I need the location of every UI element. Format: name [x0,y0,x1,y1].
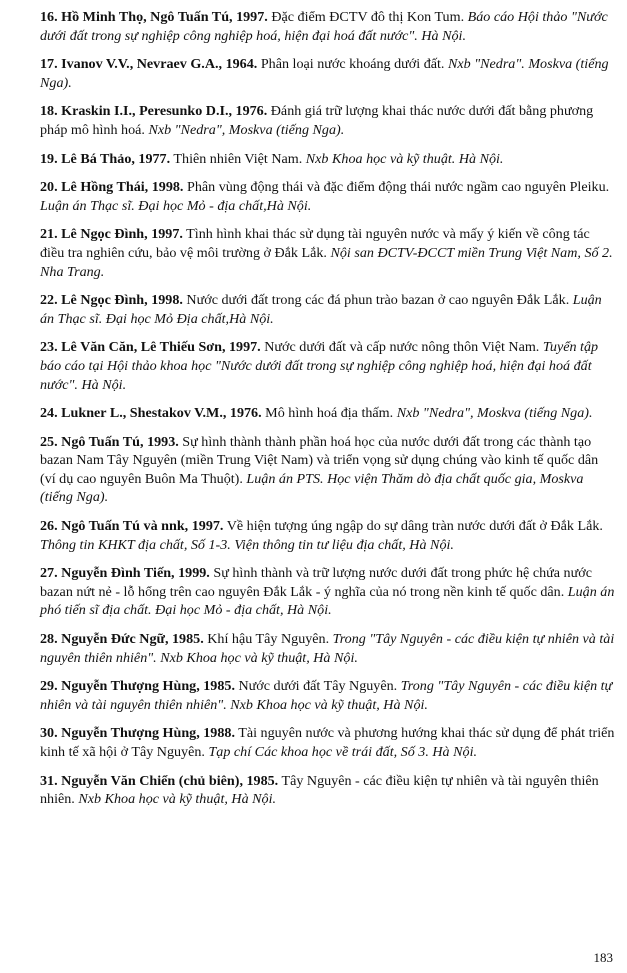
reference-source: Báo cáo Hội thảo "Nước dưới đất trong sự nghiệp công nghiệp hoá, hiện đại hoá đất nước". Hà Nội. [40,9,608,44]
reference-entry [40,338,617,394]
reference-title: Thiên nhiên Việt Nam. [170,150,306,167]
reference-source: Nxb "Nedra", Moskva (tiếng Nga). [148,121,345,138]
reference-source: Nxb Khoa học và kỹ thuật. Hà Nội. [305,150,504,167]
reference-entry [40,102,617,139]
reference-entry [40,772,617,809]
reference-entry [40,225,617,281]
reference-entry [40,8,617,45]
reference-entry [40,564,617,620]
reference-source: Trong "Tây Nguyên - các điều kiện tự nhiên và tài nguyên thiên nhiên". Nxb Khoa học và kỹ thuật, Hà Nội. [40,631,615,666]
reference-authors: 31. Nguyễn Văn Chiển (chủ biên), 1985. [40,772,279,789]
reference-entry [40,630,617,667]
reference-title: Tài nguyên nước và phương hướng khai thác sử dụng để phát triển kinh tế xã hội ở Tây Nguyên. [40,725,615,760]
reference-title: Đánh giá trữ lượng khai thác nước dưới đất bằng phương pháp mô hình hoá. [40,103,594,138]
reference-title: Phân loại nước khoáng dưới đất. [257,56,448,73]
reference-source: Nxb "Nedra". Moskva (tiếng Nga). [40,56,609,91]
reference-authors: 22. Lê Ngọc Đình, 1998. [40,292,183,309]
reference-authors: 16. Hồ Minh Thọ, Ngô Tuấn Tú, 1997. [40,9,268,25]
reference-title: Tây Nguyên - các điều kiện tự nhiên và tài nguyên thiên nhiên. [40,772,599,808]
reference-source: Nxb "Nedra", Moskva (tiếng Nga). [396,405,593,422]
reference-title: Mô hình hoá địa thấm. [261,405,397,422]
reference-authors: 18. Kraskin I.I., Peresunko D.I., 1976. [40,103,268,120]
reference-entry [40,517,617,554]
reference-entry [40,178,617,215]
reference-entry [40,55,617,92]
reference-title: Khí hậu Tây Nguyên. [203,631,333,648]
reference-title: Nước dưới đất Tây Nguyên. [234,678,401,695]
reference-title: Đặc điểm ĐCTV đô thị Kon Tum. [267,9,468,25]
reference-authors: 23. Lê Văn Căn, Lê Thiếu Sơn, 1997. [40,339,261,356]
reference-source: Thông tin KHKT địa chất, Số 1-3. Viện thông tin tư liệu địa chất, Hà Nội. [40,536,454,553]
reference-source: Luận án PTS. Học viện Thăm dò địa chất quốc gia, Moskva (tiếng Nga). [40,470,584,506]
reference-source: Tuyển tập báo cáo tại Hội thảo khoa học "Nước dưới đất trong sự nghiệp công nghiệp hoá, hiện đại hoá đất nước". Hà Nội. [40,339,599,393]
reference-authors: 26. Ngô Tuấn Tú và nnk, 1997. [40,518,224,535]
reference-title: Phân vùng động thái và đặc điểm động thái nước ngầm cao nguyên Pleiku. [183,179,610,196]
reference-authors: 17. Ivanov V.V., Nevraev G.A., 1964. [40,56,258,73]
reference-title: Tình hình khai thác sử dụng tài nguyên nước và mấy ý kiến về công tác điều tra nghiên cứu, bảo vệ môi trường ở Đắk Lắk. [40,226,590,261]
reference-title: Nước dưới đất trong các đá phun trào bazan ở cao nguyên Đắk Lắk. [182,292,573,309]
reference-authors: 27. Nguyễn Đình Tiến, 1999. [40,565,210,582]
reference-source: Trong "Tây Nguyên - các điều kiện tự nhiên và tài nguyên thiên nhiên". Nxb Khoa học và kỹ thuật, Hà Nội. [40,678,613,713]
reference-entry [40,677,617,714]
reference-entry [40,724,617,761]
reference-source: Luận án Thạc sĩ. Đại học Mỏ Địa chất,Hà Nội. [40,292,602,327]
reference-authors: 21. Lê Ngọc Đình, 1997. [40,226,183,243]
reference-authors: 24. Lukner L., Shestakov V.M., 1976. [40,405,262,422]
reference-entry [40,433,617,507]
reference-entry [40,150,617,169]
reference-authors: 28. Nguyễn Đức Ngữ, 1985. [40,631,204,648]
reference-entry [40,291,617,328]
reference-source: Tạp chí Các khoa học về trái đất, Số 3. Hà Nội. [208,744,478,760]
reference-authors: 25. Ngô Tuấn Tú, 1993. [40,433,179,450]
reference-authors: 20. Lê Hồng Thái, 1998. [40,179,184,196]
reference-source: Nội san ĐCTV-ĐCCT miền Trung Việt Nam, Số 2. Nha Trang. [40,244,613,280]
reference-authors: 30. Nguyễn Thượng Hùng, 1988. [40,725,235,742]
reference-source: Luận án phó tiến sĩ địa chất. Đại học Mỏ - địa chất, Hà Nội. [40,583,615,619]
reference-list [40,8,617,819]
reference-title: Nước dưới đất và cấp nước nông thôn Việt Nam. [260,339,543,356]
reference-title: Sự hình thành và trữ lượng nước dưới đất trong phức hệ chứa nước bazan nứt nẻ - lỗ hổng trên cao nguyên Đắk Lắk - ý nghĩa của nó trong nền kinh tế quốc dân. [40,565,592,600]
reference-title: Về hiện tượng úng ngập do sự dâng tràn nước dưới đất ở Đắk Lắk. [223,518,603,535]
reference-source: Nxb Khoa học và kỹ thuật, Hà Nội. [78,791,277,808]
reference-authors: 19. Lê Bá Thảo, 1977. [40,150,171,167]
reference-entry [40,404,617,423]
reference-source: Luận án Thạc sĩ. Đại học Mỏ - địa chất,Hà Nội. [40,197,312,214]
reference-title: Sự hình thành thành phần hoá học của nước dưới đất trong các thành tạo bazan Nam Tây Nguyên (miền Trung Việt Nam) và triển vọng sử dụng chúng vào kinh tế quốc dân (ví dụ cao nguyên Buôn Ma Thuột). [40,433,599,487]
reference-authors: 29. Nguyễn Thượng Hùng, 1985. [40,678,235,695]
page-number: 183 [593,950,613,965]
